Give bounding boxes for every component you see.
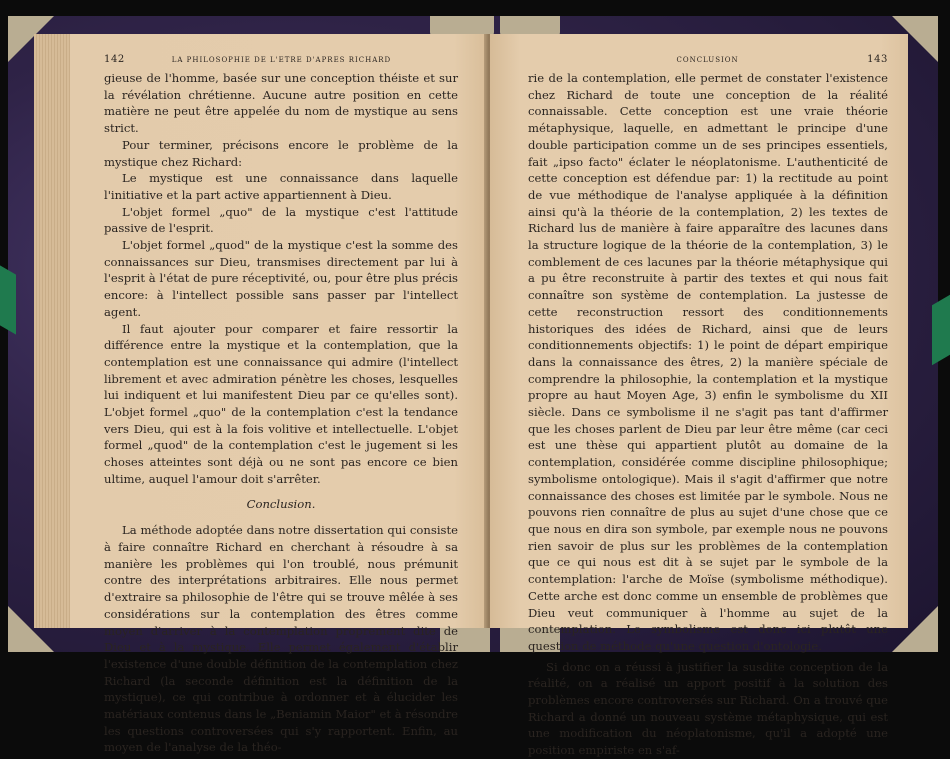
left-paragraph: gieuse de l'homme, basée sur une conception théiste et sur la révélation chrétienne. Aucune autre position en cette matière ne peut être appelée du nom de mystique au sens strict.	[104, 71, 458, 136]
conclusion-paragraph: La méthode adoptée dans notre dissertation qui consiste à faire connaître Richard en cherchant à résoudre à sa manière les problèmes qui l'on troublé, nous prémunit contre des interprétations arbitraires. Elle nous permet d'extraire sa philosophie de l'être qui se trouve mêlée à ses considérations sur la contemplation des êtres comme moyen d'arriver à la contemplation proprement dite de Dieu et à la mystique. Elle permet également d'établir l'existence d'une double définition de la contemplation chez Richard (la seconde définition est la définition de la mystique), ce qui contribue à ordonner et à élucider les matériaux contenus dans le „Beniamin Maior" et à résondre les questions controversées qui s'y rapportent. Enfin, au moyen de l'analyse de la théo-	[104, 523, 458, 755]
left-running-head: LA PHILOSOPHIE DE L'ETRE D'APRES RICHARD	[171, 56, 392, 64]
right-running-head: CONCLUSION	[676, 56, 739, 64]
left-page-number: 142	[104, 54, 125, 65]
green-bookmark-left	[0, 265, 16, 334]
left-paragraph: Il faut ajouter pour comparer et faire ressortir la différence entre la mystique et la contemplation, que la contemplation est une connaissance qui admire (l'intellect librement et avec admiration pénètre les choses, lesquelles lui indiquent et lui manifestent Dieu par ce qu'elles sont). L'objet formel „quo" de la contemplation c'est la tendance vers Dieu, qui est à la fois volitive et intellectuelle. L'objet formel „quod" de la contemplation c'est le jugement si les choses atteintes sont déjà ou ne sont pas encore ce bien ultime, auquel l'amour doit s'arrêter.	[104, 321, 458, 486]
right-page	[490, 34, 908, 758]
right-page-header	[528, 54, 888, 68]
right-page-text	[528, 70, 888, 759]
left-paragraph: Le mystique est une connaissance dans laquelle l'initiative et la part active appartiennent à Dieu.	[104, 171, 458, 202]
left-page-header	[104, 54, 458, 68]
green-bookmark-right	[932, 295, 950, 365]
left-paragraph: L'objet formel „quod" de la mystique c'est la somme des connaissances sur Dieu, transmises directement par lui à l'esprit à l'état de pure réceptivité, ou, pour être plus précis encore: à l'intellect possible sans passer par l'intellect agent.	[104, 238, 458, 319]
right-paragraph: rie de la contemplation, elle permet de constater l'existence chez Richard de toute une conception de la réalité connaissable. Cette conception est une vraie théorie métaphysique, laquelle, en admettant le principe d'une double participation comme un de ses principes essentiels, fait „ipso facto" éclater le néoplatonisme. L'authenticité de cette conception est défendue par: 1) la rectitude au point de vue méthodique de l'analyse appliquée à la définition ainsi qu'à la théorie de la contemplation, 2) les textes de Richard lus de manière à faire apparaître des lacunes dans la structure logique de la théorie de la contemplation, 3) le comblement de ces lacunes par la théorie métaphysique qui a pu être reconstruite à partir des textes et qui nous fait connaître son système de contemplation. La justesse de cette reconstruction ressort des conditionnements historiques des idées de Richard, ainsi que de leurs conditionnements objectifs: 1) le point de départ empirique dans la connaissance des êtres, 2) la manière spéciale de comprendre la philosophie, la contemplation et la mystique propre au haut Moyen Age, 3) enfin le symbolisme du XII siècle. Dans ce symbolisme il ne s'agit pas tant d'affirmer que les choses parlent de Dieu par leur être même (car ceci est une thèse qui appartient plutôt au domaine de la contemplation, considérée comme discipline philosophique; symbolisme ontologique). Mais il s'agit d'affirmer que notre connaissance des choses est limitée par le symbole. Nous ne pouvons rien connaître de plus au sujet d'une chose que ce que nous en dira son symbole, par exemple nous ne pouvons rien savoir de plus sur les problèmes de la contemplation que ce qui nous est dit à se sujet par le symbole de la contemplation: l'arche de Moïse (symbolisme méthodique). Cette arche est donc comme un ensemble de problèmes que Dieu veut communiquer à l'homme au sujet de la contemplation. Le symbolisme est donc ici plutôt une question de méthode qu'une question d'ontologie.	[528, 71, 888, 653]
right-paragraph: Si donc on a réussi à justifier la susdite conception de la réalité, on a réalisé un apport positif à la solution des problèmes encore controversés sur Richard. On a trouvé que Richard a donné un nouveau système métaphysique, qui est une modification du néoplatonisme, qu'il a adopté une position empiriste en s'af-	[528, 659, 888, 758]
left-page-text	[104, 70, 458, 756]
left-page	[34, 34, 488, 755]
section-heading: Conclusion.	[246, 496, 316, 511]
left-paragraph: Pour terminer, précisons encore le problème de la mystique chez Richard:	[104, 137, 458, 169]
left-paragraph: L'objet formel „quo" de la mystique c'est l'attitude passive de l'esprit.	[104, 204, 458, 236]
right-page-number: 143	[867, 54, 888, 65]
